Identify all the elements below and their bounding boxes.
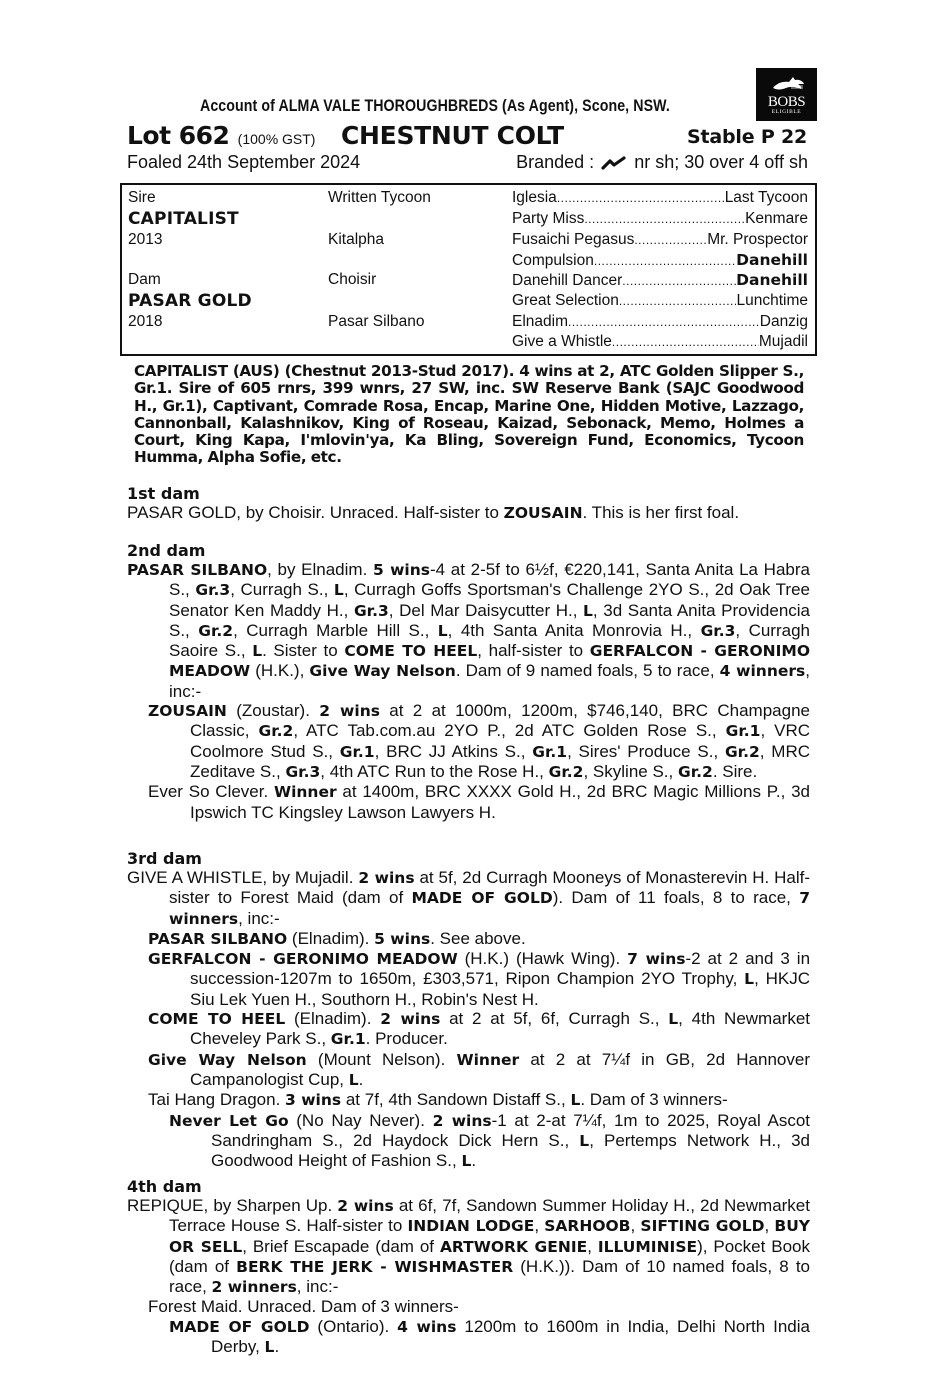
- dam-dam: Pasar Silbano: [328, 313, 425, 330]
- sire-sire: Written Tycoon: [328, 189, 431, 206]
- bold-text: ZOUSAIN: [503, 504, 583, 522]
- text: ,: [587, 1236, 598, 1256]
- sire-name: CAPITALIST: [128, 209, 239, 229]
- gen3-sire: Mr. Prospector: [707, 231, 808, 248]
- dot-leader: [634, 230, 707, 250]
- bold-text: Gr.1: [339, 742, 375, 761]
- text: at 7f, 4th Sandown Distaff S.,: [341, 1090, 571, 1110]
- text: , half-sister to: [477, 641, 590, 661]
- dot-leader: [568, 312, 760, 332]
- dot-leader: [622, 271, 736, 291]
- gen3-sire: Danzig: [759, 313, 808, 330]
- dam-section-2: [127, 541, 810, 822]
- bold-text: Gr.3: [195, 581, 231, 600]
- logo-subtext: ELIGIBLE: [771, 109, 802, 115]
- bold-text: 2 wins: [337, 1197, 394, 1215]
- text: at 2 at 1000m, 1200m, $746,140, BRC Champagne Classic,: [190, 701, 810, 741]
- bold-text: 2 wins: [319, 702, 380, 721]
- text: (H.K.) (Hawk Wing).: [457, 949, 628, 969]
- text: (Mount Nelson).: [306, 1049, 457, 1069]
- gen3-name: Iglesia: [512, 189, 557, 206]
- dot-leader: [594, 251, 736, 271]
- text: REPIQUE, by Sharpen Up.: [127, 1196, 338, 1215]
- bold-text: Gr.2: [258, 722, 294, 741]
- bold-text: GERFALCON - GERONIMO MEADOW: [169, 642, 810, 681]
- bold-text: 5 wins: [374, 929, 431, 948]
- text: , 4th Newmarket Cheveley Park S.,: [190, 1009, 811, 1049]
- vendor-account: Account of ALMA VALE THOROUGHBREDS (As Agent), Scone, NSW.: [200, 97, 670, 115]
- bold-text: BUY OR SELL: [169, 1217, 810, 1256]
- bold-text: L: [570, 1091, 581, 1110]
- bold-text: L: [333, 581, 344, 600]
- text: Tai Hang Dragon.: [148, 1090, 286, 1110]
- dam-entry: [127, 503, 810, 523]
- text: , ATC Tab.com.au 2YO P., 2d ATC Golden Rose S.,: [293, 721, 726, 741]
- progeny-entry: [127, 1111, 810, 1172]
- bold-text: COME TO HEEL: [344, 642, 478, 661]
- bold-text: Gr.1: [725, 722, 761, 741]
- gen3-row: [512, 209, 808, 229]
- progeny-entry: [127, 1009, 810, 1050]
- bold-text: Gr.1: [532, 742, 568, 761]
- text: -4 at 2-5f to 6½f, €220,141, Santa Anita La Habra S.,: [169, 560, 810, 600]
- text: ,: [534, 1216, 545, 1236]
- text: , BRC JJ Atkins S.,: [374, 741, 533, 761]
- bold-text: 2 winners: [211, 1278, 297, 1297]
- text: , inc:-: [296, 1277, 339, 1297]
- text: , Del Mar Daisycutter H.,: [388, 600, 584, 620]
- bold-text: PASAR SILBANO: [127, 561, 268, 579]
- progeny-entry: [127, 1317, 810, 1358]
- text: , MRC Zeditave S.,: [190, 741, 811, 781]
- bold-text: L: [264, 1338, 275, 1357]
- bold-text: Gr.3: [353, 601, 389, 620]
- bold-text: Gr.2: [724, 742, 760, 761]
- branded-text: nr sh; 30 over 4 off sh: [634, 152, 808, 172]
- progeny-entry: [127, 782, 810, 822]
- dam-entry: [127, 868, 810, 929]
- gen3-row: [512, 250, 808, 271]
- progeny-entry: [127, 929, 810, 949]
- text: (Elnadim).: [287, 928, 375, 948]
- text: ), Pocket Book (dam of: [169, 1236, 810, 1276]
- gen3-name: Great Selection: [512, 292, 619, 309]
- text: , Brief Escapade (dam of: [242, 1236, 440, 1256]
- text: . Dam of 3 winners-: [580, 1090, 728, 1110]
- bold-text: 7 winners: [169, 889, 810, 928]
- dam-entry: [127, 560, 810, 701]
- gen3-sire: Mujadil: [758, 333, 808, 350]
- bold-text: MADE OF GOLD: [411, 889, 553, 908]
- gen3-sire: Last Tycoon: [724, 189, 808, 206]
- text: PASAR GOLD, by Choisir. Unraced. Half-sister to: [127, 503, 504, 522]
- text: , by Elnadim.: [267, 560, 373, 579]
- bold-text: SARHOOB: [544, 1217, 631, 1236]
- text: , Curragh S.,: [230, 580, 334, 600]
- bold-text: 3 wins: [285, 1091, 342, 1110]
- logo-text: BOBS: [767, 94, 806, 110]
- bold-text: 2 wins: [358, 869, 415, 887]
- progeny-entry: [127, 1050, 810, 1091]
- lot-description: CHESTNUT COLT: [341, 121, 564, 150]
- bold-text: Give Way Nelson: [148, 1050, 307, 1069]
- bold-text: L: [437, 621, 448, 640]
- sire-label: Sire: [128, 189, 156, 206]
- branded-label: Branded :: [516, 152, 595, 172]
- bold-text: L: [744, 970, 755, 989]
- text: , 4th Santa Anita Monrovia H.,: [447, 620, 701, 640]
- horse-head-icon: [767, 74, 807, 94]
- gen3-name: Elnadim: [512, 313, 568, 330]
- gen3-sire: Kenmare: [745, 210, 808, 227]
- gen3-row: [512, 332, 808, 352]
- text: , inc:-: [169, 661, 810, 701]
- foaled-date: Foaled 24th September 2024: [127, 152, 361, 172]
- bold-text: L: [252, 642, 263, 661]
- bold-text: 7 wins: [627, 950, 686, 969]
- stable-location: Stable P 22: [687, 126, 807, 148]
- bold-text: 4 winners: [719, 662, 806, 681]
- bold-text: Gr.2: [548, 762, 584, 781]
- text: at 5f, 2d Curragh Mooneys of Monasterevin H. Half-sister to Forest Maid (dam of: [169, 868, 811, 908]
- text: .: [274, 1337, 280, 1357]
- text: at 2 at 5f, 6f, Curragh S.,: [440, 1009, 669, 1029]
- pedigree-table: [120, 183, 817, 356]
- gen3-row: [512, 291, 808, 311]
- text: -1 at 2-at 7¼f, 1m to 2025, Royal Ascot Sandringham S., 2d Haydock Dick Hern S.,: [211, 1110, 811, 1150]
- dam-year: 2018: [128, 313, 163, 330]
- bold-text: L: [668, 1010, 679, 1029]
- text: , 3d Santa Anita Providencia S.,: [169, 600, 811, 640]
- gen3-row: [512, 188, 808, 208]
- bold-text: Gr.2: [677, 762, 713, 781]
- bold-text: ILLUMINISE: [597, 1237, 698, 1256]
- text: , Sires' Produce S.,: [567, 741, 725, 761]
- progeny-entry: [127, 701, 810, 782]
- text: , HKJC Siu Lek Yuen H., Southorn H., Robin's Nest H.: [190, 969, 810, 1009]
- sire-summary: CAPITALIST (AUS) (Chestnut 2013-Stud 2017). 4 wins at 2, ATC Golden Slipper S., Gr.1. Sire of 605 rnrs, 399 wnrs, 27 SW, inc. SW Reserve Bank (SAJC Goodwood H., Gr.1), Captivant, Comrade Rosa, Encap, Marine One, Hidden Motive, Lazzago, Cannonball, Kalashnikov, King of Roseau, Kaizad, Sebonack, Memo, Holmes a Court, King Kapa, I'mlovin'ya, Ka Bling, Sovereign Fund, Economics, Tycoon Humma, Alpha Sofie, etc.: [134, 362, 804, 467]
- text: at 2 at 7¼f in GB, 2d Hannover Campanologist Cup,: [190, 1049, 810, 1089]
- bold-text: L: [461, 1152, 472, 1171]
- gen3-sire: Danehill: [736, 251, 808, 269]
- text: . See above.: [430, 928, 526, 948]
- bold-text: COME TO HEEL: [148, 1010, 286, 1029]
- gen3-name: Give a Whistle: [512, 333, 612, 350]
- text: 1200m to 1600m in India, Delhi North India Derby,: [211, 1316, 810, 1357]
- bold-text: L: [579, 1131, 590, 1150]
- text: (H.K.)). Dam of 10 named foals, 8 to race,: [169, 1256, 811, 1297]
- dam-section-3: [127, 849, 810, 1171]
- text: , Skyline S.,: [583, 761, 678, 781]
- bold-text: Gr.1: [330, 1030, 366, 1049]
- gen3-name: Party Miss: [512, 210, 585, 227]
- gen3-name: Compulsion: [512, 252, 594, 269]
- bold-text: L: [348, 1070, 359, 1089]
- bold-text: 4 wins: [397, 1317, 457, 1336]
- text: , Curragh Goffs Sportsman's Challenge 2YO S., 2d Oak Tree Senator Ken Maddy H.,: [169, 580, 810, 620]
- bold-text: 2 wins: [432, 1111, 492, 1130]
- gen3-name: Fusaichi Pegasus: [512, 231, 635, 248]
- text: . Producer.: [365, 1029, 448, 1049]
- text: (No Nay Never).: [288, 1110, 433, 1130]
- sire-year: 2013: [128, 231, 163, 248]
- bold-text: 2 wins: [380, 1010, 441, 1029]
- dam-label: Dam: [128, 271, 161, 288]
- progeny-entry: [127, 1090, 810, 1110]
- text: , VRC Coolmore Stud S.,: [190, 721, 811, 761]
- text: ). Dam of 11 foals, 8 to race,: [552, 888, 800, 908]
- text: Forest Maid. Unraced. Dam of 3 winners-: [148, 1297, 459, 1317]
- bold-text: L: [583, 601, 593, 620]
- lot-line: [127, 121, 810, 151]
- text: . Sire.: [712, 761, 758, 781]
- text: ,: [630, 1216, 641, 1236]
- bold-text: 5 wins: [372, 561, 431, 579]
- text: (H.K.),: [250, 661, 310, 681]
- text: , Curragh Marble Hill S.,: [233, 620, 438, 640]
- text: , 4th ATC Run to the Rose H.,: [320, 761, 549, 781]
- brand-mark-icon: [601, 156, 627, 170]
- bold-text: SIFTING GOLD: [640, 1217, 765, 1236]
- text: at 6f, 7f, Sandown Summer Holiday H., 2d Newmarket Terrace House S. Half-sister to: [169, 1196, 810, 1236]
- progeny-entry: [127, 1297, 810, 1316]
- progeny-entry: [127, 949, 810, 1009]
- text: at 1400m, BRC XXXX Gold H., 2d BRC Magic Millions P., 3d Ipswich TC Kingsley Lawson Lawyers H.: [190, 782, 810, 822]
- gen3-sire: Danehill: [736, 271, 808, 289]
- text: GIVE A WHISTLE, by Mujadil.: [127, 868, 359, 887]
- section-heading: 2nd dam: [127, 541, 206, 560]
- bold-text: Gr.3: [700, 621, 736, 640]
- dot-leader: [584, 209, 745, 229]
- sire-dam: Kitalpha: [328, 231, 385, 248]
- bold-text: Gr.2: [198, 621, 234, 640]
- dam-sire: Choisir: [328, 271, 377, 288]
- text: . Dam of 9 named foals, 5 to race,: [455, 661, 720, 681]
- text: , Curragh Saoire S.,: [169, 620, 810, 661]
- bold-text: Gr.3: [285, 762, 321, 781]
- bold-text: Winner: [273, 783, 337, 802]
- dot-leader: [619, 291, 737, 311]
- bold-text: Winner: [456, 1050, 520, 1069]
- text: (Zoustar).: [226, 701, 320, 721]
- bold-text: BERK THE JERK - WISHMASTER: [236, 1257, 514, 1276]
- text: .: [471, 1151, 477, 1171]
- bold-text: ARTWORK GENIE: [439, 1237, 588, 1256]
- dot-leader: [612, 332, 759, 352]
- dam-section-1: [127, 484, 810, 523]
- dam-name: PASAR GOLD: [128, 291, 252, 311]
- bold-text: Never Let Go: [169, 1111, 289, 1130]
- text: (Elnadim).: [285, 1009, 381, 1029]
- gen3-name: Danehill Dancer: [512, 272, 623, 289]
- text: , inc:-: [238, 908, 280, 928]
- gen3-row: [512, 270, 808, 291]
- bold-text: ZOUSAIN: [148, 702, 227, 721]
- bold-text: Give Way Nelson: [309, 662, 456, 681]
- gen3-sire: Lunchtime: [736, 292, 808, 309]
- text: -2 at 2 and 3 in succession-1207m to 1650m, £303,571, Ripon Champion 2YO Trophy,: [190, 949, 811, 989]
- lot-number: [127, 121, 315, 150]
- bold-text: PASAR SILBANO: [148, 929, 288, 948]
- gen3-row: [512, 230, 808, 250]
- bobs-eligible-logo: [756, 68, 817, 121]
- section-heading: 1st dam: [127, 484, 200, 503]
- text: Ever So Clever.: [148, 782, 274, 802]
- section-heading: 4th dam: [127, 1177, 202, 1196]
- text: , Pertemps Network H., 3d Goodwood Height of Fashion S.,: [211, 1130, 811, 1171]
- gen3-row: [512, 312, 808, 332]
- text: . Sister to: [262, 641, 345, 661]
- gst-note: (100% GST): [237, 131, 316, 147]
- branded-info: [516, 152, 808, 173]
- text: (Ontario).: [309, 1316, 398, 1336]
- bold-text: GERFALCON - GERONIMO MEADOW: [148, 950, 458, 969]
- bold-text: INDIAN LODGE: [407, 1217, 535, 1236]
- lot-label: Lot 662: [127, 121, 230, 150]
- dot-leader: [557, 188, 725, 208]
- dam-section-4: [127, 1177, 810, 1357]
- text: ,: [764, 1216, 775, 1236]
- text: . This is her first foal.: [582, 503, 740, 522]
- bold-text: MADE OF GOLD: [169, 1317, 310, 1336]
- section-heading: 3rd dam: [127, 849, 202, 868]
- dam-entry: [127, 1196, 810, 1297]
- text: .: [358, 1069, 364, 1089]
